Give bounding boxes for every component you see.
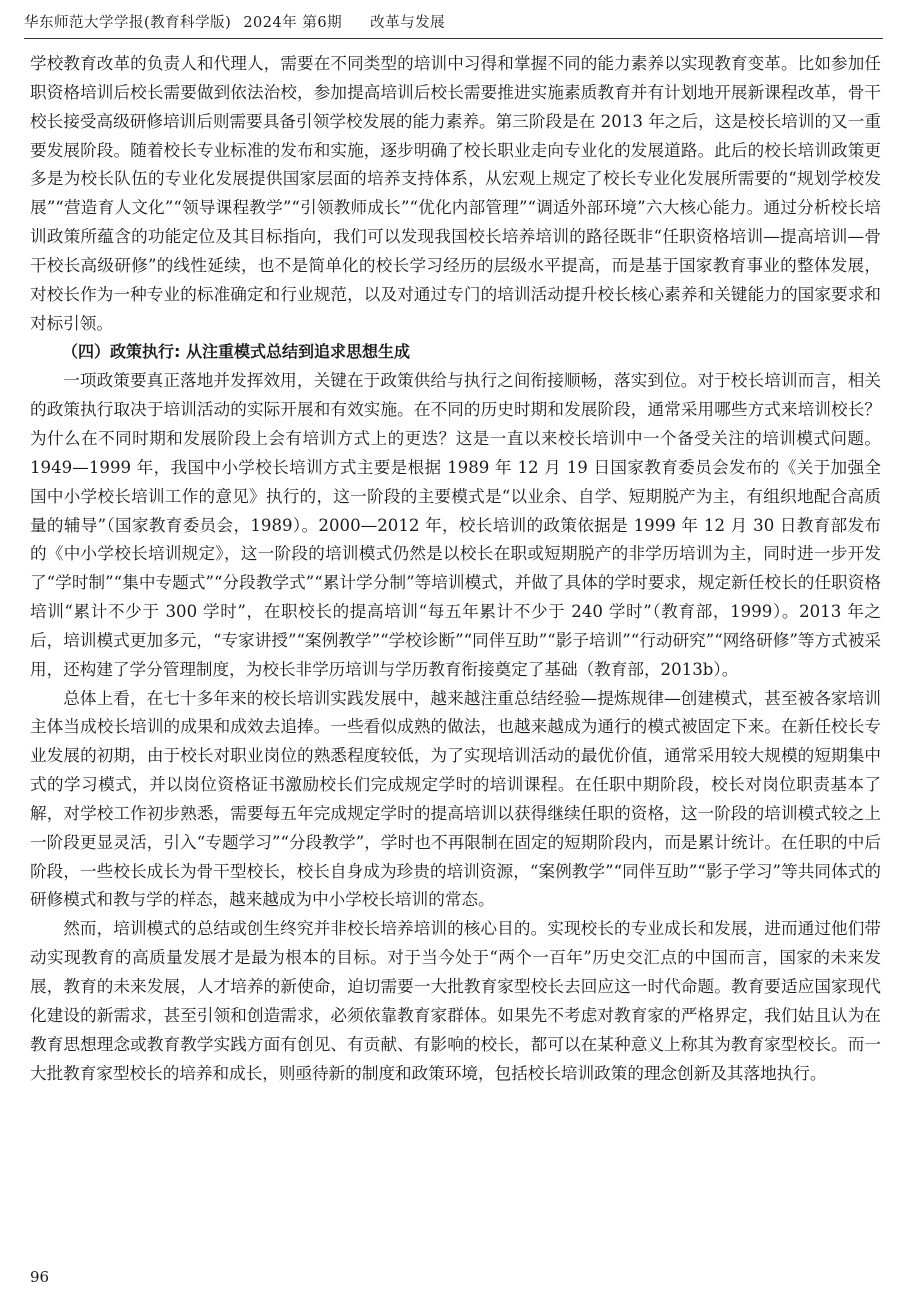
running-header	[24, 6, 883, 36]
paragraph-continuation: 学校教育改革的负责人和代理人，需要在不同类型的培训中习得和掌握不同的能力素养以实现教育变革。比如参加任职资格培训后校长需要做到依法治校，参加提高培训后校长需要推进实施素质教育并有计划地开展新课程改革，骨干校长接受高级研修培训后则需要具备引领学校发展的能力素养。第三阶段是在 2013 年之后，这是校长培训的又一重要发展阶段。随着校长专业标准的发布和实施，逐步明确了校长职业走向专业化的发展道路。此后的校长培训政策更多是为校长队伍的专业化发展提供国家层面的培养支持体系，从宏观上规定了校长专业化发展所需要的“规划学校发展”“营造育人文化”“领导课程教学”“引领教师成长”“优化内部管理”“调适外部环境”六大核心能力。通过分析校长培训政策所蕴含的功能定位及其目标指向，我们可以发现我国校长培养培训的路径既非“任职资格培训—提高培训—骨干校长高级研修”的线性延续，也不是简单化的校长学习经历的层级水平提高，而是基于国家教育事业的整体发展，对校长作为一种专业的标准确定和行业规范，以及对通过专门的培训活动提升校长核心素养和关键能力的国家要求和对标引领。	[30, 54, 881, 333]
paragraph: 然而，培训模式的总结或创生终究并非校长培养培训的核心目的。实现校长的专业成长和发展，进而通过他们带动实现教育的高质量发展才是最为根本的目标。对于当今处于“两个一百年”历史交汇点的中国而言，国家的未来发展，教育的未来发展，人才培养的新使命，迫切需要一大批教育家型校长去回应这一时代命题。教育要适应国家现代化建设的新需求，甚至引领和创造需求，必须依靠教育家群体。如果先不考虑对教育家的严格界定，我们姑且认为在教育思想理念或教育教学实践方面有创见、有贡献、有影响的校长，都可以在某种意义上称其为教育家型校长。而一大批教育家型校长的培养和成长，则亟待新的制度和政策环境，包括校长培训政策的理念创新及其落地执行。	[30, 919, 881, 1083]
paragraph: 一项政策要真正落地并发挥效用，关键在于政策供给与执行之间衔接顺畅，落实到位。对于校长培训而言，相关的政策执行取决于培训活动的实际开展和有效实施。在不同的历史时期和发展阶段，通常采用哪些方式来培训校长？为什么在不同时期和发展阶段上会有培训方式上的更迭？这是一直以来校长培训中一个备受关注的培训模式问题。1949—1999 年，我国中小学校长培训方式主要是根据 1989 年 12 月 19 日国家教育委员会发布的《关于加强全国中小学校长培训工作的意见》执行的，这一阶段的主要模式是“以业余、自学、短期脱产为主，有组织地配合高质量的辅导”（国家教育委员会，1989）。2000—2012 年，校长培训的政策依据是 1999 年 12 月 30 日教育部发布的《中小学校长培训规定》，这一阶段的培训模式仍然是以校长在职或短期脱产的非学历培训为主，同时进一步开发了“学时制”“集中专题式”“分段教学式”“累计学分制”等培训模式，并做了具体的学时要求，规定新任校长的任职资格培训“累计不少于 300 学时”，在职校长的提高培训“每五年累计不少于 240 学时”（教育部，1999）。2013 年之后，培训模式更加多元，“专家讲授”“案例教学”“学校诊断”“同伴互助”“影子培训”“行动研究”“网络研修”等方式被采用，还构建了学分管理制度，为校长非学历培训与学历教育衔接奠定了基础（教育部，2013b）。	[30, 371, 881, 679]
page-number: 96	[30, 1268, 50, 1286]
section-heading: （四）政策执行: 从注重模式总结到追求思想生成	[62, 342, 410, 362]
paragraph: 总体上看，在七十多年来的校长培训实践发展中，越来越注重总结经验—提炼规律—创建模式，甚至被各家培训主体当成校长培训的成果和成效去追捧。一些看似成熟的做法，也越来越成为通行的模式被固定下来。在新任校长专业发展的初期，由于校长对职业岗位的熟悉程度较低，为了实现培训活动的最优价值，通常采用较大规模的短期集中式的学习模式，并以岗位资格证书激励校长们完成规定学时的培训课程。在任职中期阶段，校长对岗位职责基本了解，对学校工作初步熟悉，需要每五年完成规定学时的提高培训以获得继续任职的资格，这一阶段的培训模式较之上一阶段更显灵活，引入“专题学习”“分段教学”，学时也不再限制在固定的短期阶段内，而是累计统计。在任职的中后阶段，一些校长成长为骨干型校长，校长自身成为珍贵的培训资源，“案例教学”“同伴互助”“影子学习”等共同体式的研修模式和教与学的样态，越来越成为中小学校长培训的常态。	[30, 688, 881, 910]
issue-label: 2024年 第6期	[243, 14, 343, 31]
article-body	[30, 50, 881, 1088]
header-rule	[24, 38, 883, 39]
section-label: 改革与发展	[370, 14, 446, 31]
journal-title: 华东师范大学学报(教育科学版)	[24, 14, 232, 31]
